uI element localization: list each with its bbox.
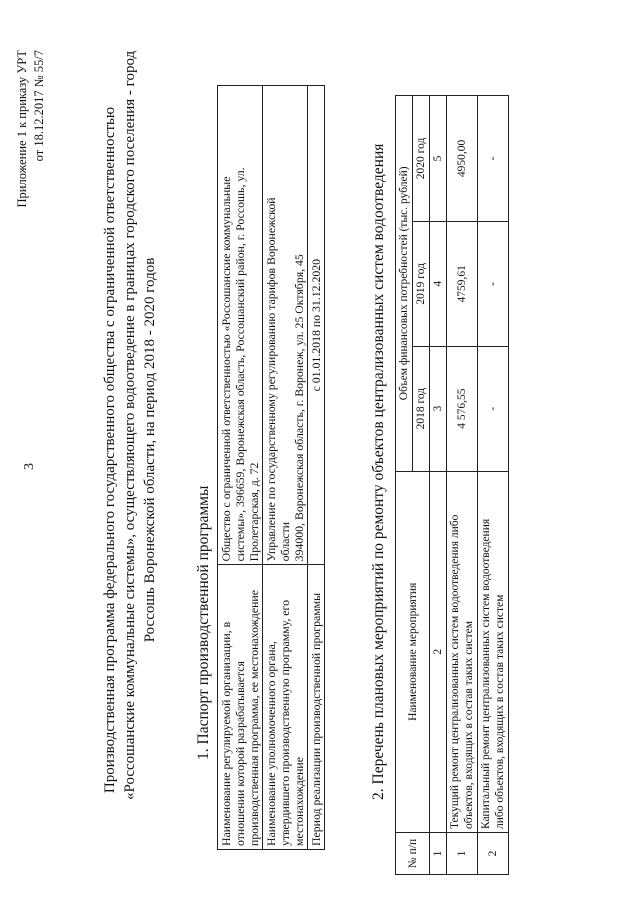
passport-label (263, 565, 308, 850)
appendix-line-1: Приложение 1 к приказу УРТ (15, 50, 29, 208)
column-number-row (430, 96, 447, 875)
name-line: Капитальный ремонт централизованных систем водоотведения (480, 518, 492, 830)
header-finance: Объем финансовых потребностей (тыс. рублей) (396, 96, 413, 472)
header-no: № п/п (396, 833, 430, 875)
document-title (100, 50, 160, 800)
section2-heading: 2. Перечень плановых мероприятий по ремонту объектов централизованных систем водоотведения (370, 143, 387, 800)
row-no: 2 (478, 833, 509, 875)
row-value-2019: - (478, 221, 509, 346)
name-line: Текущий ремонт централизованных систем водоотведения либо (449, 514, 461, 830)
header-year: 2019 год (413, 221, 430, 346)
label-line: отношении которой разрабатывается (233, 661, 247, 846)
appendix-note (14, 50, 48, 280)
value-line: системы», 396659, Воронежская область, Россошанский район, г. Россошь, ул. (233, 167, 247, 562)
passport-label (218, 565, 263, 850)
label-line: Наименование уполномоченного органа, (264, 641, 278, 846)
row-name (447, 471, 478, 833)
row-value-2018: 4 576,55 (447, 346, 478, 471)
header-name: Наименование мероприятия (396, 471, 430, 833)
row-name (478, 471, 509, 833)
table-row (447, 96, 478, 875)
name-line: либо объектов, входящих в состав таких систем (494, 594, 506, 830)
value-line: области (278, 521, 292, 562)
title-line-3: Россошь Воронежской области, на период 2018 - 2020 годов (142, 257, 158, 643)
label-line: местонахождение (292, 757, 306, 846)
appendix-line-2: от 18.12.2017 № 55/7 (32, 50, 46, 162)
value-line: Управление по государственному регулированию тарифов Воронежской (264, 197, 278, 562)
value-line: Пролетарская, д. 72 (247, 462, 261, 562)
header-year: 2018 год (413, 346, 430, 471)
repairs-table (395, 95, 509, 875)
section1-heading: 1. Паспорт производственной программы (195, 485, 212, 760)
col-number: 4 (430, 221, 447, 346)
value-line: 394000, Воронежская область, г. Воронеж, ул. 25 Октября, 45 (292, 254, 306, 562)
label-line: Наименование регулируемой организации, в (219, 621, 233, 846)
passport-value (218, 86, 263, 565)
label-line: Период реализации производственной программы (309, 592, 323, 846)
row-no: 1 (447, 833, 478, 875)
value-line: Общество с ограниченной ответственностью «Россошанские коммунальные (219, 176, 233, 562)
passport-table (217, 85, 325, 850)
value-line: с 01.01.2018 по 31.12.2020 (309, 258, 323, 392)
passport-value (263, 86, 308, 565)
rotated-document (10, 30, 590, 880)
label-line: производственная программа, ее местонахождение (247, 590, 261, 846)
passport-row (218, 86, 263, 850)
row-value-2020: 4950,00 (447, 96, 478, 222)
col-number: 1 (430, 833, 447, 875)
row-value-2018: - (478, 346, 509, 471)
title-line-2: «Россошанские коммунальные системы», осуществляющего водоотведение в границах городского поселения - город (122, 50, 138, 800)
col-number: 3 (430, 346, 447, 471)
page-number: 3 (22, 463, 37, 470)
label-line: утвердившего производственную программу, его (278, 600, 292, 846)
passport-label (308, 565, 325, 850)
row-value-2020: - (478, 96, 509, 222)
col-number: 5 (430, 96, 447, 222)
col-number: 2 (430, 471, 447, 833)
header-year: 2020 год (413, 96, 430, 222)
header-row (396, 96, 413, 875)
name-line: объектов, входящих в состав таких систем (463, 620, 475, 830)
passport-row (308, 86, 325, 850)
passport-row (263, 86, 308, 850)
table-row (478, 96, 509, 875)
passport-value (308, 86, 325, 565)
title-line-1: Производственная программа федерального государственного общества с ограниченной ответственностью (102, 106, 118, 794)
row-value-2019: 4759,61 (447, 221, 478, 346)
